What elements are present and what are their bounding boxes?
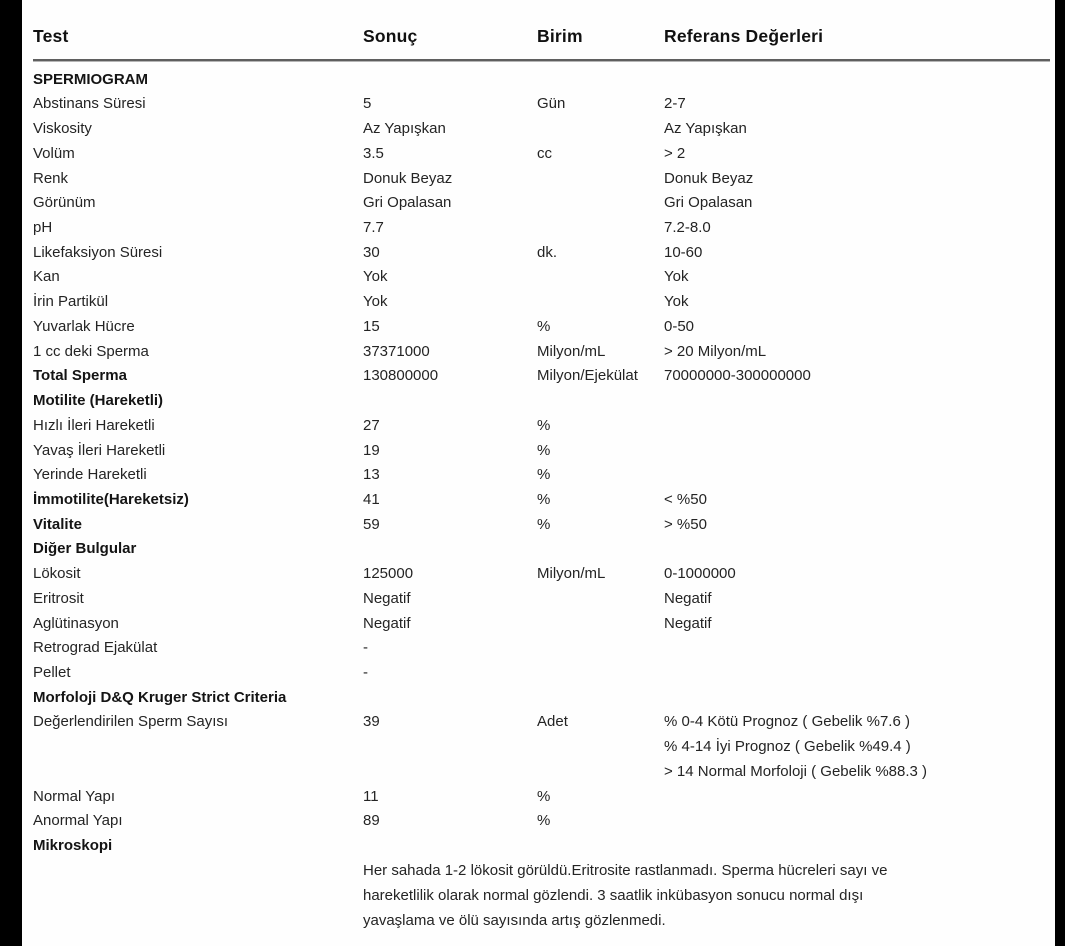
row-label: Aglütinasyon [33,614,119,632]
row-ref [664,710,1050,784]
row-ref-line: > 2 [664,144,686,162]
row-result: 59 [363,515,380,533]
row-ref [664,488,1050,513]
row-ref [664,636,1050,661]
row-label: Retrograd Ejakülat [33,639,158,657]
row-ref [664,216,1050,241]
row-ref [664,167,1050,192]
row-result: 3.5 [363,144,384,162]
header-sonuc: Sonuç [363,26,418,46]
row-ref-line: > 20 Milyon/mL [664,342,767,360]
row-result: 11 [363,787,379,805]
row-label: Yerinde Hareketli [33,466,147,484]
row-result: Yok [363,268,388,286]
row-unit: Milyon/Ejekülat [537,367,638,385]
row-label: Diğer Bulgular [33,540,137,558]
row-label: Renk [33,169,69,187]
row-unit: % [537,515,551,533]
row-ref-line: Negatif [664,589,712,607]
right-black-border [1055,0,1065,946]
row-result: - [363,639,368,657]
row-ref [664,809,1050,834]
row-unit: Gün [537,95,566,113]
row-ref-line: 7.2-8.0 [664,219,711,237]
row-ref-line: > %50 [664,515,707,533]
row-label: Hızlı İleri Hareketli [33,416,155,434]
row-label: İmmotilite(Hareketsiz) [33,490,189,508]
row-unit: Adet [537,713,568,731]
row-ref-line: Yok [664,293,689,311]
row-unit [537,389,664,414]
row-ref [664,537,1050,562]
row-ref [664,389,1050,414]
row-ref [664,315,1050,340]
row-result: - [363,663,368,681]
row-label: Mikroskopi [33,837,113,854]
row-ref [664,92,1050,117]
row-result: 89 [363,812,380,830]
row-ref [664,834,1050,859]
row-result: 13 [363,466,380,484]
microscopy-note-line: hareketlilik olarak normal gözlendi. 3 saatlik inkübasyon sonucu normal dışı [363,886,864,904]
row-result [363,686,537,711]
row-label: Görünüm [33,194,96,212]
row-label: Viskosity [33,120,92,138]
row-result [363,834,537,859]
row-label: pH [33,219,53,237]
row-label: Morfoloji D&Q Kruger Strict Criteria [33,688,287,706]
row-ref [664,364,1050,389]
row-label: Abstinans Süresi [33,95,146,113]
row-unit: % [537,317,551,335]
row-unit [537,636,664,661]
row-result: 41 [363,490,380,508]
row-unit: % [537,441,551,459]
row-ref-line: 0-50 [664,317,695,335]
row-label: Pellet [33,663,71,681]
row-ref [664,191,1050,216]
row-unit [537,537,664,562]
row-unit: % [537,490,551,508]
row-ref-line: Az Yapışkan [664,120,747,138]
row-unit [537,834,664,859]
row-label: İrin Partikül [33,293,109,311]
left-black-border [0,0,22,946]
row-result: 19 [363,441,380,459]
row-result [363,68,537,93]
row-ref [664,463,1050,488]
row-ref [664,562,1050,587]
row-ref-line: 10-60 [664,243,703,261]
row-ref-line: Donuk Beyaz [664,169,754,187]
row-unit [537,167,664,192]
row-ref-line: Gri Opalasan [664,194,753,212]
row-unit: % [537,466,551,484]
row-unit [537,661,664,686]
row-ref [664,290,1050,315]
row-label: Total Sperma [33,367,127,385]
row-label: Vitalite [33,515,82,533]
row-label: SPERMIOGRAM [33,70,149,88]
row-unit: dk. [537,243,558,261]
microscopy-note-line: yavaşlama ve ölü sayısında artış gözlenmedi. [363,911,666,929]
results-table [33,68,1050,934]
row-ref-line: > 14 Normal Morfoloji ( Gebelik %88.3 ) [664,762,928,780]
row-result: Yok [363,293,388,311]
row-ref-line: 70000000-300000000 [664,367,811,385]
row-label: Değerlendirilen Sperm Sayısı [33,713,229,731]
row-label: Lökosit [33,565,81,583]
row-result [363,389,537,414]
row-result: 39 [363,713,380,731]
row-result: 5 [363,95,372,113]
row-label: Likefaksiyon Süresi [33,243,163,261]
row-label: Motilite (Hareketli) [33,392,164,410]
row-result: Az Yapışkan [363,120,446,138]
row-result: Negatif [363,614,411,632]
row-ref-line: Negatif [664,614,712,632]
row-unit [537,117,664,142]
row-ref [664,340,1050,365]
table-header-row [33,24,1050,49]
row-unit [537,68,664,93]
row-ref [664,587,1050,612]
row-ref [664,785,1050,810]
row-ref [664,686,1050,711]
microscopy-note-line: Her sahada 1-2 lökosit görüldü.Eritrosite rastlanmadı. Sperma hücreleri sayı ve [363,861,888,879]
row-result: 7.7 [363,219,384,237]
row-result: 30 [363,243,380,261]
row-unit [537,587,664,612]
row-result [363,537,537,562]
row-label: Volüm [33,144,75,162]
header-birim: Birim [537,26,583,46]
row-result: Gri Opalasan [363,194,452,212]
row-label: Anormal Yapı [33,812,123,830]
row-unit [537,612,664,637]
row-unit [537,290,664,315]
row-ref-line: Yok [664,268,689,286]
row-unit: Milyon/mL [537,565,606,583]
row-ref [664,68,1050,93]
row-ref-line: 0-1000000 [664,565,736,583]
report-content [22,0,1055,933]
row-ref-line: % 0-4 Kötü Prognoz ( Gebelik %7.6 ) [664,713,910,731]
row-label: Eritrosit [33,589,84,607]
note-spacer [33,859,363,884]
row-result: 27 [363,416,380,434]
row-ref [664,241,1050,266]
row-ref [664,439,1050,464]
row-ref-line: % 4-14 İyi Prognoz ( Gebelik %49.4 ) [664,738,911,756]
row-result: Negatif [363,589,411,607]
row-result: Donuk Beyaz [363,169,453,187]
row-result: 37371000 [363,342,430,360]
row-label: Yavaş İleri Hareketli [33,441,166,459]
header-referans: Referans Değerleri [664,26,824,46]
row-ref-line: 2-7 [664,95,686,113]
row-label: 1 cc deki Sperma [33,342,149,360]
row-label: Kan [33,268,60,286]
row-ref [664,142,1050,167]
row-ref [664,661,1050,686]
row-ref [664,414,1050,439]
header-test: Test [33,26,69,46]
row-result: 125000 [363,565,414,583]
row-result: 130800000 [363,367,439,385]
row-result: 15 [363,317,380,335]
row-unit [537,216,664,241]
row-unit: % [537,416,551,434]
row-ref [664,612,1050,637]
row-unit: % [537,812,551,830]
row-label: Normal Yapı [33,787,115,805]
lab-report-sheet [22,0,1055,946]
row-ref [664,265,1050,290]
note-spacer [33,884,363,909]
row-unit [537,191,664,216]
row-unit [537,686,664,711]
note-spacer [33,909,363,934]
row-unit: cc [537,144,552,162]
header-rule [33,59,1050,62]
row-label: Yuvarlak Hücre [33,317,135,335]
row-unit: Milyon/mL [537,342,606,360]
row-ref [664,513,1050,538]
row-unit [537,265,664,290]
row-unit: % [537,787,551,805]
row-ref [664,117,1050,142]
row-ref-line: < %50 [664,490,707,508]
